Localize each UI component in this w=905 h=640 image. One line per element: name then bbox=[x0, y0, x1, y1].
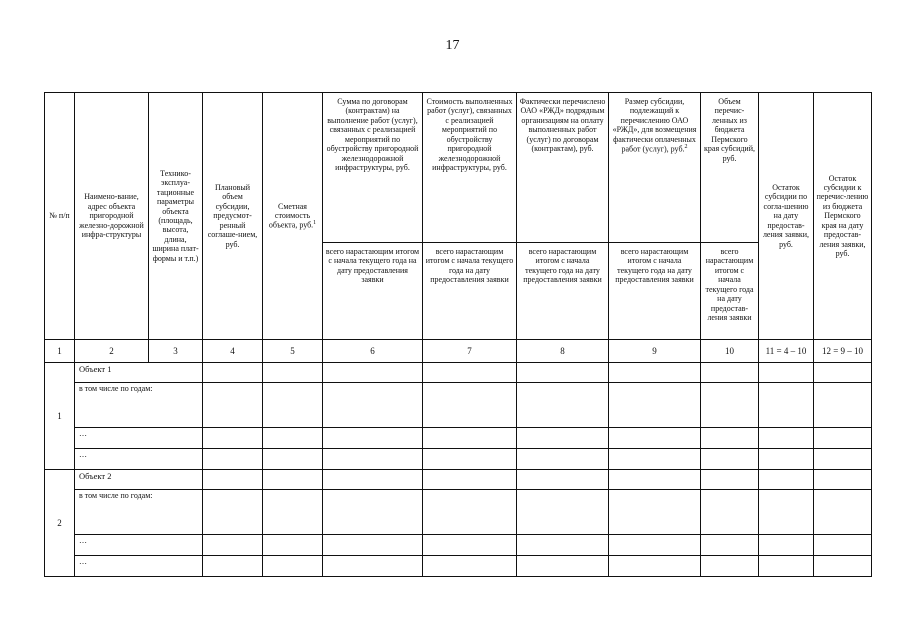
object-name: Объект 2 bbox=[75, 470, 203, 490]
header-estimate bbox=[263, 93, 323, 340]
by-years-label: в том числе по годам: bbox=[75, 383, 203, 428]
column-numbers-row bbox=[45, 340, 872, 363]
col-num: 3 bbox=[149, 340, 203, 363]
subheader-completed: всего нарастающим итогом с начала текущего года на дату предоставления заявки bbox=[423, 243, 517, 340]
header-contracts: Сумма по договорам (контрактам) на выполнение работ (услуг), связанных с реализацией мероприятий по обустройству пригородной железнодорожной инфраструктуры, руб. bbox=[323, 93, 423, 243]
subheader-transferred: всего нарастающим итогом с начала текущего года на дату предостав-ления заявки bbox=[701, 243, 759, 340]
footnote-2: 2 bbox=[684, 144, 688, 151]
col-num: 7 bbox=[423, 340, 517, 363]
table-row bbox=[45, 383, 872, 428]
col-num: 9 bbox=[609, 340, 701, 363]
table-row bbox=[45, 363, 872, 383]
header-paid-rzd: Фактически перечислено ОАО «РЖД» подрядным организациям на оплату выполненных работ (услуг) по договорам (контрактам), руб. bbox=[517, 93, 609, 243]
subsidy-report-table bbox=[44, 92, 872, 577]
col-num: 6 bbox=[323, 340, 423, 363]
col-num: 10 bbox=[701, 340, 759, 363]
col-num: 5 bbox=[263, 340, 323, 363]
ellipsis: … bbox=[75, 535, 203, 556]
header-completed-works: Стоимость выполненных работ (услуг), связанных с реализацией мероприятий по обустройству пригородной железнодорожной инфраструктуры, руб. bbox=[423, 93, 517, 243]
subheader-paid: всего нарастающим итогом с начала текущего года на дату предоставления заявки bbox=[517, 243, 609, 340]
header-estimate-text: Сметная стоимость объекта, руб. bbox=[268, 201, 314, 231]
row-number: 1 bbox=[45, 363, 75, 470]
row-number: 2 bbox=[45, 470, 75, 577]
col-num: 4 bbox=[203, 340, 263, 363]
header-num: № п/п bbox=[45, 93, 75, 340]
table-row bbox=[45, 490, 872, 535]
header-row bbox=[45, 93, 872, 243]
header-planned-subsidy: Плановый объем субсидии, предусмот-ренный соглаше-нием, руб. bbox=[203, 93, 263, 340]
by-years-label: в том числе по годам: bbox=[75, 490, 203, 535]
header-remainder-agreement: Остаток субсидии по согла-шению на дату предостав-ления заявки, руб. bbox=[759, 93, 814, 340]
footnote-1: 1 bbox=[313, 220, 317, 227]
col-num: 8 bbox=[517, 340, 609, 363]
ellipsis: … bbox=[75, 428, 203, 449]
ellipsis: … bbox=[75, 449, 203, 470]
page-number: 17 bbox=[445, 38, 460, 53]
table-row bbox=[45, 470, 872, 490]
header-subsidy-size bbox=[609, 93, 701, 243]
header-transferred: Объем перечис-ленных из бюджета Пермского края субсидий, руб. bbox=[701, 93, 759, 243]
object-name: Объект 1 bbox=[75, 363, 203, 383]
ellipsis: … bbox=[75, 556, 203, 577]
table-row bbox=[45, 428, 872, 449]
header-subsidy-size-text: Размер субсидии, подлежащий к перечислению ОАО «РЖД», для возмещения фактически оплаченных работ (услуг), руб. bbox=[612, 97, 697, 154]
subheader-subsidy-size: всего нарастающим итогом с начала текущего года на дату предоставления заявки bbox=[609, 243, 701, 340]
subheader-contracts: всего нарастающим итогом с начала текущего года на дату предоставления заявки bbox=[323, 243, 423, 340]
col-num: 1 bbox=[45, 340, 75, 363]
table-row bbox=[45, 449, 872, 470]
col-num: 12 = 9 – 10 bbox=[814, 340, 872, 363]
col-num: 2 bbox=[75, 340, 149, 363]
table-row bbox=[45, 535, 872, 556]
header-tech-params: Технико-эксплуа-тационные параметры объекта (площадь, высота, длина, ширина плат-формы и т.п.) bbox=[149, 93, 203, 340]
header-remainder-budget: Остаток субсидии к перечис-лению из бюджета Пермского края на дату предостав-ления заявки, руб. bbox=[814, 93, 872, 340]
table-row bbox=[45, 556, 872, 577]
header-name: Наимено-вание, адрес объекта пригородной железно-дорожной инфра-структуры bbox=[75, 93, 149, 340]
col-num: 11 = 4 – 10 bbox=[759, 340, 814, 363]
